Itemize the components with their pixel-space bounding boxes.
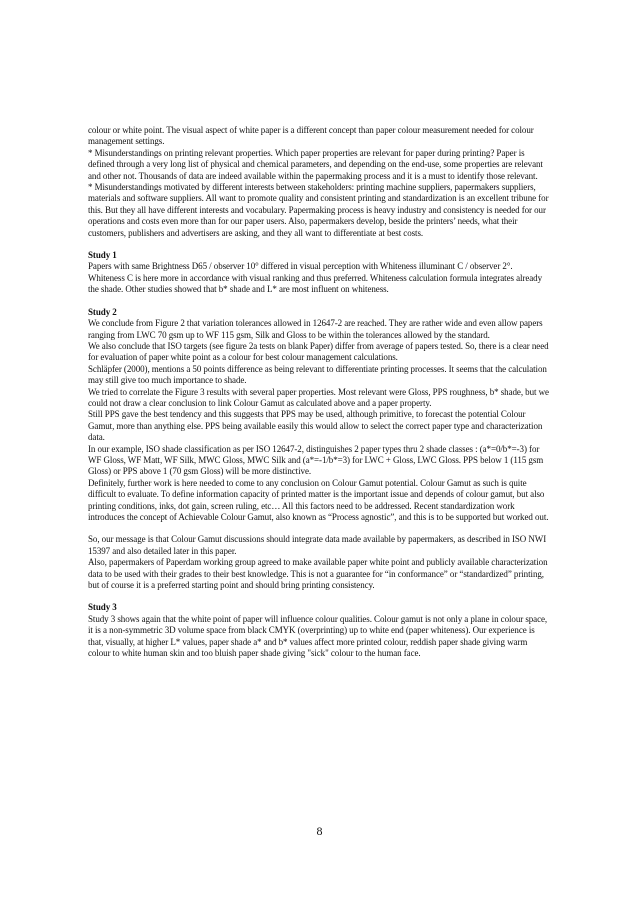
study1-heading: Study 1 xyxy=(88,250,117,261)
study3-heading: Study 3 xyxy=(88,602,117,613)
study2-paragraph-7: Definitely, further work is here needed to come to any conclusion on Colour Gamut potential. Colour Gamut as such is quite difficult to evaluate. To define information capacity of printed matter is the important issue and depends of colour gamut, but also printing conditions, inks, dot gain, screen ruling, etc… All this factors need to be addressed. Recent standardization work introduces the concept of Achievable Colour Gamut, also known as “Process agnostic”, and this is to be supported but worked out. xyxy=(88,477,549,522)
study3-paragraph-1: Study 3 shows again that the white point of paper will influence colour qualities. Colour gamut is not only a plane in colour space, it is a non-symmetric 3D volume space from black CMYK (overprinting) up to white end (paper whiteness). Our experience is that, visually, at higher L* values, paper shade a* and b* values affect more printed colour, reddish paper shade giving warm colour to white human skin and too bluish paper shade giving "sick" colour to the human face. xyxy=(88,613,548,659)
study2-paragraph-6: In our example, ISO shade classification as per ISO 12647-2, distinguishes 2 paper types thru 2 shade classes : (a*=0/b*=-3) for WF Gloss, WF Matt, WF Silk, MWC Gloss, MWC Silk and (a*=-1/b*=3) for LWC + Gloss, LWC Gloss. PPS below 1 (115 gsm Gloss) or PPS above 1 (70 gsm Gloss) will be more distinctive. xyxy=(88,443,544,477)
study1-paragraph-1: Papers with same Brightness D65 / observer 10° differed in visual perception with Whiteness illuminant C / observer 2°. Whiteness C is here more in accordance with visual ranking and thus preferred. Whiteness calculation formula integrates already the shade. Other studies showed that b* shade and L* are most influent on whiteness. xyxy=(88,261,543,295)
study2-message-paragraph: So, our message is that Colour Gamut discussions should integrate data made available by papermakers, as described in ISO NWI 15397 and also detailed later in this paper. xyxy=(88,534,547,556)
study2-paperdam-paragraph: Also, papermakers of Paperdam working group agreed to make available paper white point and publicly available characterization data to be used with their grades to their best knowledge. This is not a guarantee for “in conformance” or “standardized” printing, but of course it is a preferred starting point and should bring printing consistency. xyxy=(88,557,548,591)
study2-paragraph-2: We also conclude that ISO targets (see figure 2a tests on blank Paper) differ from average of papers tested. So, there is a clear need for evaluation of paper white point as a colour for best colour management calculations. xyxy=(88,340,549,363)
document-body xyxy=(88,125,550,659)
study2-paragraph-4: We tried to correlate the Figure 3 results with several paper properties. Most relevant were Gloss, PPS roughness, b* shade, but we could not draw a clear conclusion to link Colour Gamut as calculated above and a paper property. xyxy=(88,386,549,408)
study2-heading: Study 2 xyxy=(88,306,117,317)
page-number: 8 xyxy=(316,824,323,838)
study2-paragraph-5: Still PPS gave the best tendency and this suggests that PPS may be used, although primitive, to forecast the potential Colour Gamut, more than anything else. PPS being available easily this would allow to select the correct paper type and characterization data. xyxy=(88,409,543,443)
study2-paragraph-3: Schläpfer (2000), mentions a 50 points difference as being relevant to differentiate printing processes. It seems that the calculation may still give too much importance to shade. xyxy=(88,363,547,386)
intro-paragraph-1: colour or white point. The visual aspect of white paper is a different concept than paper colour measurement needed for colour management settings. xyxy=(88,125,534,147)
intro-paragraph-3: * Misunderstandings motivated by different interests between stakeholders: printing machine suppliers, papermakers suppliers, materials and software suppliers. All want to promote quality and consistent printing and standardization is an excellent tribune for this. But they all have different interests and vocabulary. Papermaking process is heavy industry and consistency is needed for our operations and costs even more than for our paper users. Also, papermakers develop, beside the printers’ needs, what their customers, publishers and advertisers are asking, and they all want to differentiate at best costs. xyxy=(88,182,549,238)
intro-paragraph-2: * Misunderstandings on printing relevant properties. Which paper properties are relevant for paper during printing? Paper is defined through a very long list of physical and chemical parameters, and depending on the end-use, some properties are relevant and other not. Thousands of data are indeed available within the papermaking process and it is a must to identify those relevant. xyxy=(88,147,543,181)
study2-paragraph-1: We conclude from Figure 2 that variation tolerances allowed in 12647-2 are reached. They are rather wide and even allow papers ranging from LWC 70 gsm up to WF 115 gsm, Silk and Gloss to be within the tolerances allowed by the standard. xyxy=(88,318,543,340)
